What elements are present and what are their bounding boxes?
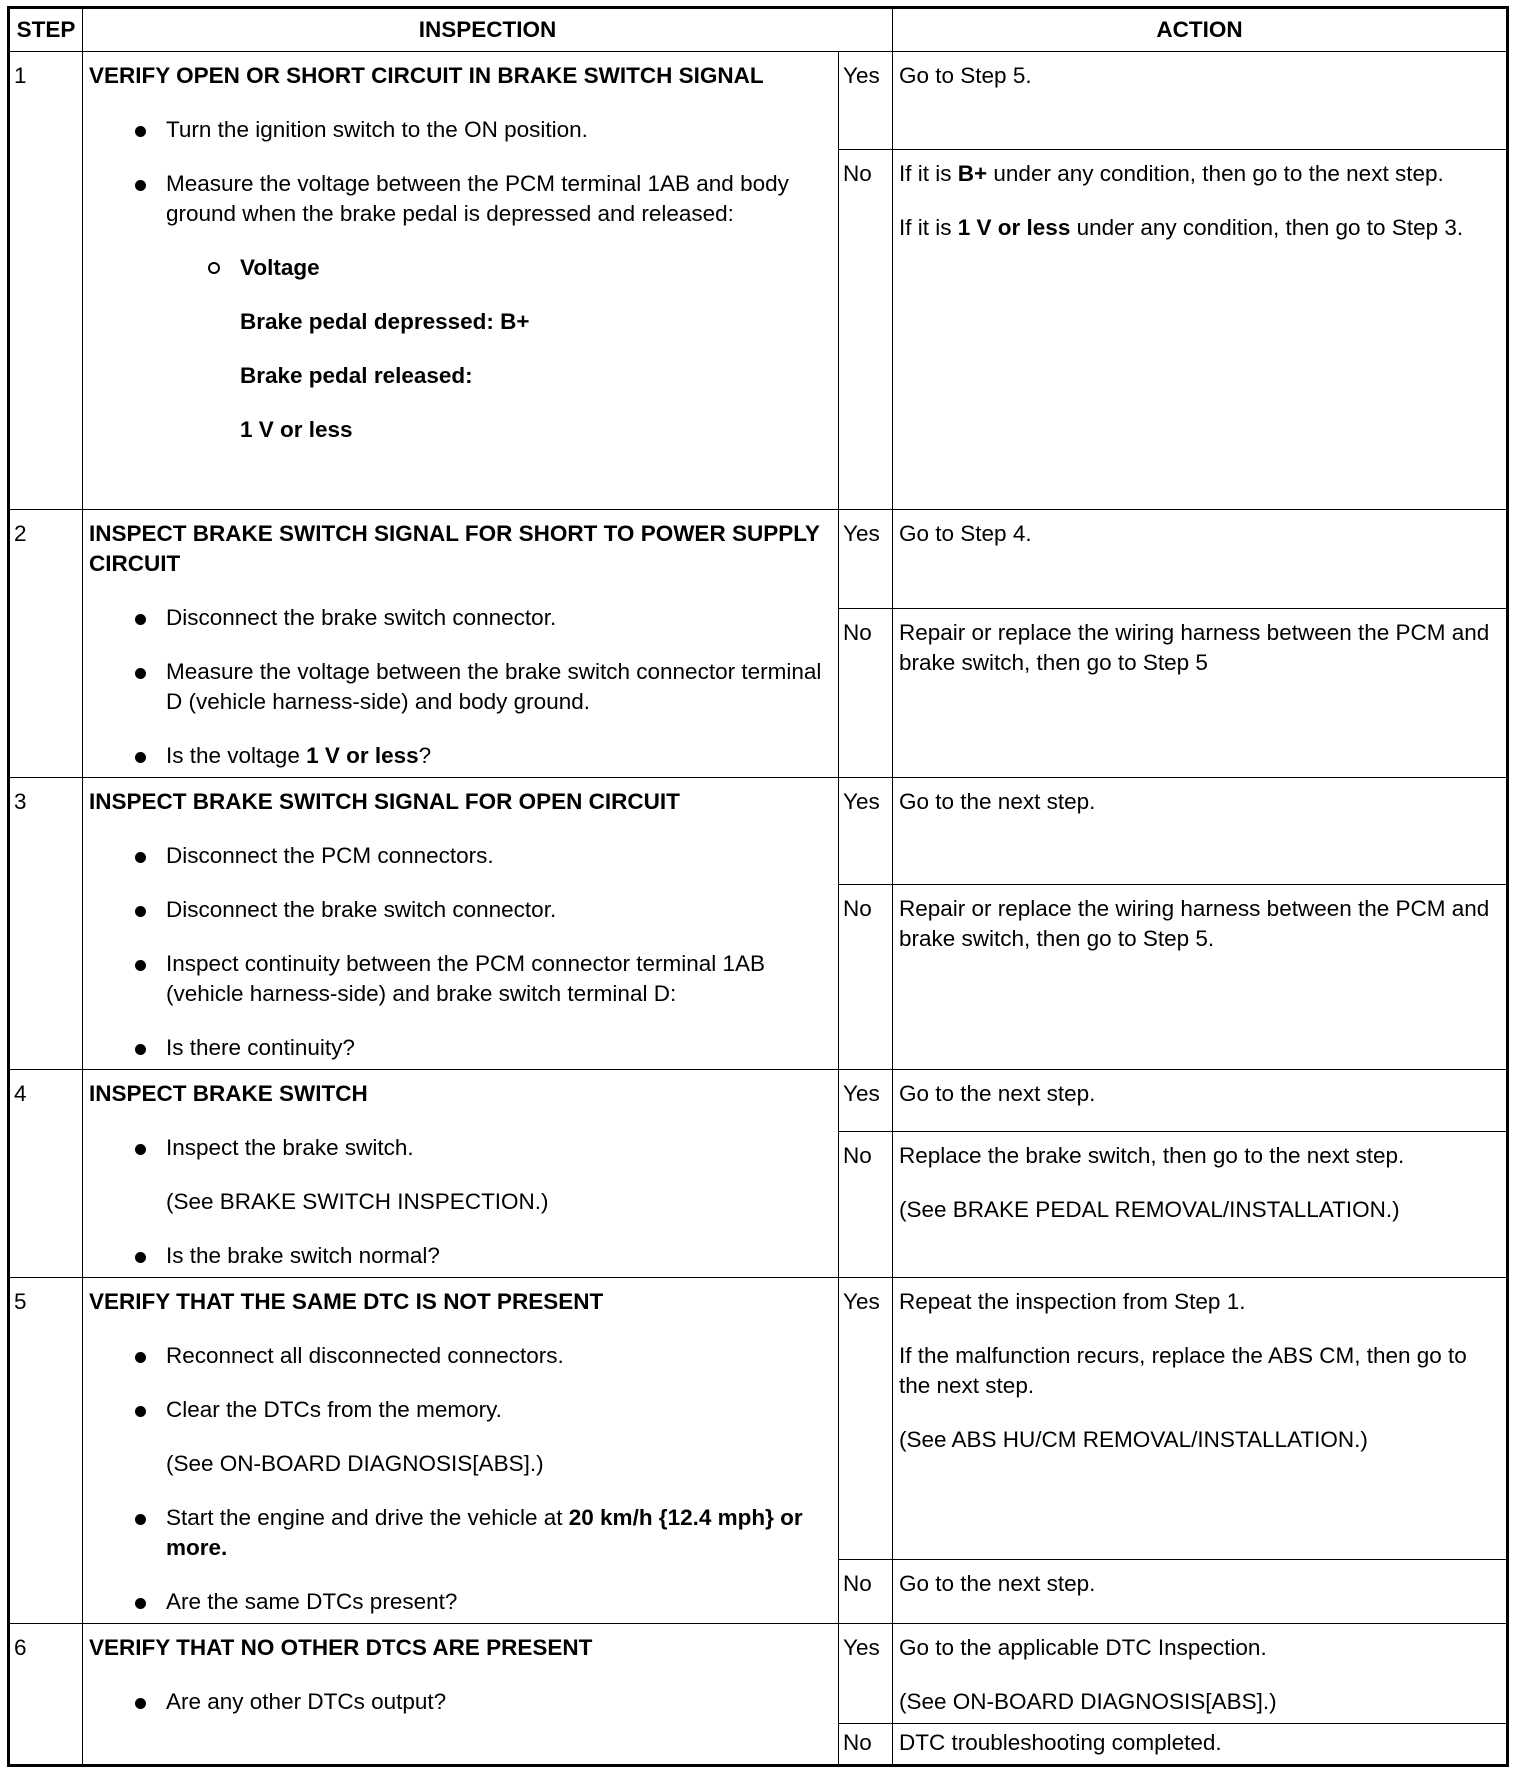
bullet-icon — [135, 614, 146, 625]
step-5-bullet-3: Start the engine and drive the vehicle at 20 km/h {12.4 mph} or more. — [89, 1503, 832, 1563]
step-1-released-spec: Brake pedal released: — [240, 363, 473, 388]
bullet-icon — [135, 960, 146, 971]
bullet-icon — [135, 1144, 146, 1155]
step-3-title: INSPECT BRAKE SWITCH SIGNAL FOR OPEN CIRCUIT — [89, 789, 680, 814]
step-6-bullet-1: Are any other DTCs output? — [89, 1687, 832, 1717]
bullet-icon — [135, 752, 146, 763]
step-2-inspection — [83, 510, 839, 778]
step-4-number: 4 — [9, 1070, 83, 1278]
step-6-no-action: DTC troubleshooting completed. — [893, 1724, 1508, 1766]
step-6-title: VERIFY THAT NO OTHER DTCS ARE PRESENT — [89, 1635, 593, 1660]
step-1-inspection — [83, 52, 839, 510]
step-2-bullet-1: Disconnect the brake switch connector. — [89, 603, 832, 633]
step-4-yes-action: Go to the next step. — [893, 1070, 1508, 1132]
bullet-icon — [135, 1044, 146, 1055]
step-4-bullet-1: Inspect the brake switch. — [89, 1133, 832, 1163]
step-6-number: 6 — [9, 1624, 83, 1766]
step-4-yes-label: Yes — [839, 1070, 893, 1132]
step-6-no-label: No — [839, 1724, 893, 1766]
step-6-yes-label: Yes — [839, 1624, 893, 1724]
circle-bullet-icon — [208, 262, 220, 274]
step-1-bullet-2: Measure the voltage between the PCM terminal 1AB and body ground when the brake pedal is depressed and released: — [89, 169, 832, 229]
step-2-yes-label: Yes — [839, 510, 893, 609]
step-2-no-action: Repair or replace the wiring harness between the PCM and brake switch, then go to Step 5 — [893, 608, 1508, 777]
step-2-yes-action: Go to Step 4. — [893, 510, 1508, 609]
step-5-inspection — [83, 1278, 839, 1624]
step-5-no-action: Go to the next step. — [893, 1560, 1508, 1624]
step-5-reference: (See ON-BOARD DIAGNOSIS[ABS].) — [166, 1451, 544, 1476]
step-3-bullet-3: Inspect continuity between the PCM connector terminal 1AB (vehicle harness-side) and brake switch terminal D: — [89, 949, 832, 1009]
diagnostic-table — [7, 6, 1509, 1767]
step-6-yes-action: Go to the applicable DTC Inspection. (See ON-BOARD DIAGNOSIS[ABS].) — [893, 1624, 1508, 1724]
step-3-bullet-2: Disconnect the brake switch connector. — [89, 895, 832, 925]
step-4-title: INSPECT BRAKE SWITCH — [89, 1081, 368, 1106]
header-row — [9, 8, 1508, 52]
step-1-no-label: No — [839, 150, 893, 510]
step-3-yes-action: Go to the next step. — [893, 778, 1508, 885]
step-3-yes-label: Yes — [839, 778, 893, 885]
step-5-yes-label: Yes — [839, 1278, 893, 1560]
step-5-bullet-2: Clear the DTCs from the memory. — [89, 1395, 832, 1425]
step-1-title: VERIFY OPEN OR SHORT CIRCUIT IN BRAKE SWITCH SIGNAL — [89, 63, 764, 88]
step-5-no-label: No — [839, 1560, 893, 1624]
bullet-icon — [135, 1598, 146, 1609]
step-4-row-yes — [9, 1070, 1508, 1132]
bullet-icon — [135, 1252, 146, 1263]
bullet-icon — [135, 180, 146, 191]
header-inspection: INSPECTION — [83, 8, 893, 52]
step-5-row-yes — [9, 1278, 1508, 1560]
bullet-icon — [135, 1698, 146, 1709]
bullet-icon — [135, 906, 146, 917]
header-action: ACTION — [893, 8, 1508, 52]
step-3-row-yes — [9, 778, 1508, 885]
step-2-title: INSPECT BRAKE SWITCH SIGNAL FOR SHORT TO POWER SUPPLY CIRCUIT — [89, 521, 820, 576]
step-3-bullet-1: Disconnect the PCM connectors. — [89, 841, 832, 871]
step-3-inspection — [83, 778, 839, 1070]
step-3-number: 3 — [9, 778, 83, 1070]
step-6-row-yes — [9, 1624, 1508, 1724]
step-2-bullet-3: Is the voltage 1 V or less? — [89, 741, 832, 771]
step-5-title: VERIFY THAT THE SAME DTC IS NOT PRESENT — [89, 1289, 604, 1314]
step-3-bullet-4: Is there continuity? — [89, 1033, 832, 1063]
step-5-bullet-4: Are the same DTCs present? — [89, 1587, 832, 1617]
step-2-bullet-2: Measure the voltage between the brake switch connector terminal D (vehicle harness-side) and body ground. — [89, 657, 832, 717]
step-1-no-action: If it is B+ under any condition, then go to the next step. If it is 1 V or less under any condition, then go to Step 3. — [893, 150, 1508, 510]
step-1-number: 1 — [9, 52, 83, 510]
step-1-voltage-label: Voltage — [89, 253, 832, 283]
step-1-depressed-spec: Brake pedal depressed: B+ — [240, 309, 530, 334]
step-1-row-yes — [9, 52, 1508, 150]
step-2-number: 2 — [9, 510, 83, 778]
step-4-inspection — [83, 1070, 839, 1278]
step-4-no-label: No — [839, 1132, 893, 1278]
bullet-icon — [135, 1352, 146, 1363]
step-1-bullet-1: Turn the ignition switch to the ON position. — [89, 115, 832, 145]
step-3-no-action: Repair or replace the wiring harness between the PCM and brake switch, then go to Step 5. — [893, 885, 1508, 1070]
header-step: STEP — [9, 8, 83, 52]
step-1-released-value: 1 V or less — [240, 417, 353, 442]
bullet-icon — [135, 852, 146, 863]
step-2-no-label: No — [839, 608, 893, 777]
bullet-icon — [135, 126, 146, 137]
bullet-icon — [135, 1514, 146, 1525]
step-6-inspection — [83, 1624, 839, 1766]
step-1-yes-action: Go to Step 5. — [893, 52, 1508, 150]
step-4-reference: (See BRAKE SWITCH INSPECTION.) — [166, 1189, 549, 1214]
step-5-bullet-1: Reconnect all disconnected connectors. — [89, 1341, 832, 1371]
bullet-icon — [135, 1406, 146, 1417]
step-5-yes-action: Repeat the inspection from Step 1. If the malfunction recurs, replace the ABS CM, then go to the next step. (See ABS HU/CM REMOVAL/INSTALLATION.) — [893, 1278, 1508, 1560]
step-4-no-action: Replace the brake switch, then go to the next step. (See BRAKE PEDAL REMOVAL/INSTALLATION.) — [893, 1132, 1508, 1278]
step-2-row-yes — [9, 510, 1508, 609]
step-1-yes-label: Yes — [839, 52, 893, 150]
step-3-no-label: No — [839, 885, 893, 1070]
step-4-bullet-2: Is the brake switch normal? — [89, 1241, 832, 1271]
step-5-number: 5 — [9, 1278, 83, 1624]
bullet-icon — [135, 668, 146, 679]
